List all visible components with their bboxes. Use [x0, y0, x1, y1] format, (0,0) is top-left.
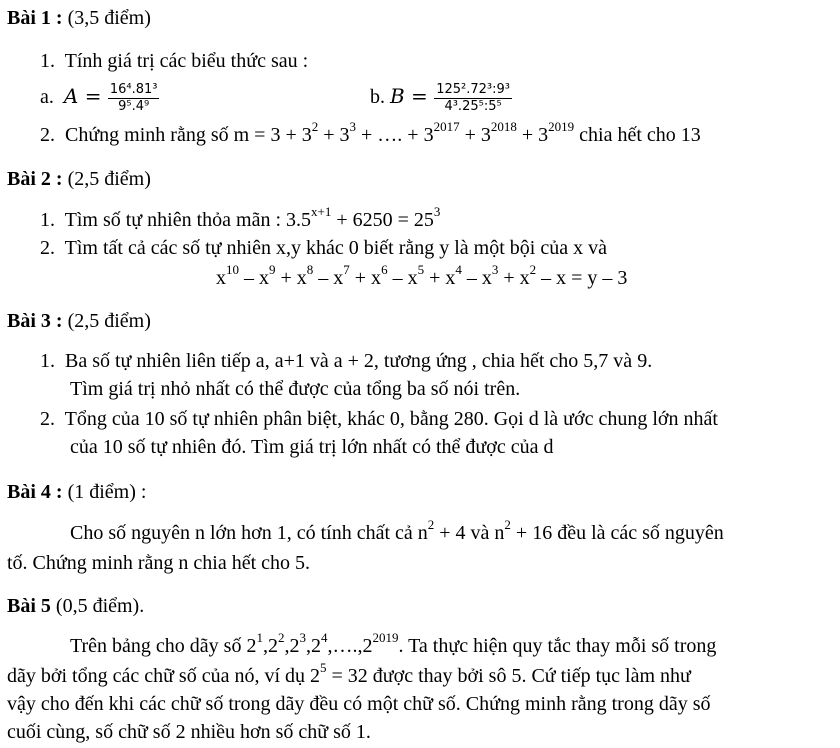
- bai4-line1: [70, 517, 724, 545]
- bai3-q2-line2: của 10 số tự nhiên đó. Tìm giá trị lớn nhất có thể được của d: [70, 436, 554, 458]
- bai3-q1-number: 1.: [40, 350, 55, 372]
- equation-term: – x = y – 3: [536, 267, 628, 289]
- bai5-points: (0,5 điểm).: [50, 595, 145, 617]
- bai1-q2-text: + 3: [318, 124, 350, 146]
- bai1-q1-number: 1.: [40, 50, 55, 72]
- bai1-q1: [40, 49, 308, 73]
- fraction-b-numerator: 125².72³:9³: [436, 81, 510, 97]
- exponent: 2018: [490, 119, 517, 135]
- bai4-heading: [7, 480, 146, 504]
- exponent: 6: [381, 262, 388, 278]
- bai1-q2-text: + …. + 3: [356, 124, 434, 146]
- bai2-q2: [40, 236, 607, 260]
- equation-term: – x: [239, 267, 269, 289]
- exponent: 2019: [548, 119, 575, 135]
- bai3-q2-line1: [40, 407, 718, 431]
- exponent: 4: [320, 630, 328, 646]
- bai4-line2: tố. Chứng minh rằng n chia hết cho 5.: [7, 552, 311, 574]
- exponent: 2: [311, 119, 319, 135]
- bai5-line1: [70, 630, 717, 658]
- bai1-b-variable: B: [390, 84, 405, 108]
- exponent: 2017: [433, 119, 460, 135]
- bai1-a-label: a.: [40, 86, 54, 108]
- equation-term: + x: [498, 267, 530, 289]
- bai4-points: (1 điểm) :: [62, 481, 147, 503]
- bai1-part-b: [370, 76, 512, 117]
- equation-term: – x: [313, 267, 344, 289]
- bai3-points: (2,5 điểm): [62, 310, 151, 332]
- bai2-q1-number: 1.: [40, 209, 55, 231]
- bai1-q2-text: + 3: [516, 124, 549, 146]
- bai5-text: ,2: [284, 635, 300, 657]
- bai1-part-a: [40, 76, 159, 117]
- bai3-title: Bài 3 :: [7, 310, 63, 332]
- equation-term: + x: [424, 267, 456, 289]
- equation-term: – x: [387, 267, 418, 289]
- exponent: x+1: [311, 204, 332, 220]
- bai1-q2-number: 2.: [40, 124, 55, 146]
- exponent: 1: [256, 630, 263, 646]
- bai1-q2-text: chia hết cho 13: [574, 124, 701, 146]
- bai5-text: dãy bởi tổng các chữ số của nó, ví dụ 2: [7, 665, 321, 687]
- bai2-heading: [7, 167, 151, 191]
- bai3-q1-line2: Tìm giá trị nhỏ nhất có thể được của tổng ba số nói trên.: [70, 378, 521, 400]
- fraction-a-numerator: 16⁴.81³: [109, 81, 158, 97]
- bai1-b-equals: =: [404, 84, 435, 108]
- bai2-q1-text: + 6250 = 25: [331, 209, 434, 231]
- bai2-q1: [40, 204, 441, 232]
- bai1-heading: [7, 6, 151, 30]
- exponent: 2: [277, 630, 285, 646]
- bai3-q1-line1: [40, 349, 652, 373]
- exponent: 3: [299, 630, 306, 646]
- bai1-q2-text: Chứng minh rằng số m = 3 + 3: [65, 124, 312, 146]
- bai5-title: Bài 5: [7, 595, 51, 617]
- bai4-text: + 4 và n: [434, 522, 505, 544]
- bai3-q2-number: 2.: [40, 408, 55, 430]
- exponent: 5: [320, 660, 327, 676]
- fraction-a: [108, 82, 160, 115]
- bai1-a-equals: =: [78, 84, 108, 108]
- equation-term: + x: [275, 267, 307, 289]
- bai4-title: Bài 4 :: [7, 481, 63, 503]
- bai4-text: Cho số nguyên n lớn hơn 1, có tính chất cả n: [70, 522, 428, 544]
- bai5-line4: cuối cùng, số chữ số 2 nhiều hơn số chữ số 1.: [7, 721, 371, 743]
- bai4-text: + 16 đều là các số nguyên: [510, 522, 724, 544]
- fraction-b-denominator: 4³.25⁵:5⁵: [444, 98, 502, 114]
- exponent: 3: [349, 119, 357, 135]
- bai1-q1-text: Tính giá trị các biểu thức sau :: [64, 50, 309, 72]
- equation-term: – x: [461, 267, 492, 289]
- exponent: 2: [427, 517, 435, 533]
- exponent: 7: [343, 262, 350, 278]
- bai5-text: Trên bảng cho dãy số 2: [70, 635, 257, 657]
- bai3-heading: [7, 309, 151, 333]
- exponent: 5: [417, 262, 425, 278]
- exponent: 2019: [372, 630, 399, 646]
- exponent: 3: [433, 204, 441, 220]
- bai5-text: ,2: [305, 635, 321, 657]
- fraction-b: [434, 82, 512, 115]
- bai5-heading: [7, 594, 144, 618]
- fraction-a-denominator: 9⁵.4⁹: [118, 98, 150, 114]
- equation-term: x: [216, 267, 226, 289]
- exponent: 9: [269, 262, 276, 278]
- bai3-q1-text: Ba số tự nhiên liên tiếp a, a+1 và a + 2, tương ứng , chia hết cho 5,7 và 9.: [65, 350, 653, 372]
- exponent: 8: [306, 262, 314, 278]
- bai5-line3: vậy cho đến khi các chữ số trong dãy đều có một chữ số. Chứng minh rằng trong dãy số: [7, 693, 711, 715]
- bai2-q2-number: 2.: [40, 237, 55, 259]
- bai3-q2-text: Tổng của 10 số tự nhiên phân biệt, khác 0, bằng 280. Gọi d là ước chung lớn nhất: [64, 408, 718, 430]
- exponent: 4: [455, 262, 462, 278]
- bai5-text: ,2: [262, 635, 278, 657]
- bai5-text: = 32 được thay bởi sô 5. Cứ tiếp tục làm như: [326, 665, 691, 687]
- exponent: 2: [504, 517, 511, 533]
- bai2-title: Bài 2 :: [7, 168, 63, 190]
- exponent: 2: [529, 262, 537, 278]
- equation-term: + x: [349, 267, 382, 289]
- bai2-equation: [216, 262, 628, 290]
- bai5-text: . Ta thực hiện quy tắc thay mỗi số trong: [398, 635, 717, 657]
- bai1-b-label: b.: [370, 86, 385, 108]
- bai1-a-variable: A: [63, 84, 79, 108]
- bai1-q2-text: + 3: [459, 124, 491, 146]
- bai2-q1-text: Tìm số tự nhiên thỏa mãn : 3.5: [64, 209, 312, 231]
- bai1-points: (3,5 điểm): [62, 7, 151, 29]
- exponent: 3: [491, 262, 499, 278]
- bai5-line2: [7, 660, 691, 688]
- exponent: 10: [226, 262, 239, 278]
- bai1-q2: [40, 119, 701, 147]
- bai5-text: ,….,2: [327, 635, 373, 657]
- bai2-points: (2,5 điểm): [62, 168, 151, 190]
- bai1-title: Bài 1 :: [7, 7, 63, 29]
- bai2-q2-text: Tìm tất cả các số tự nhiên x,y khác 0 biết rằng y là một bội của x và: [64, 237, 607, 259]
